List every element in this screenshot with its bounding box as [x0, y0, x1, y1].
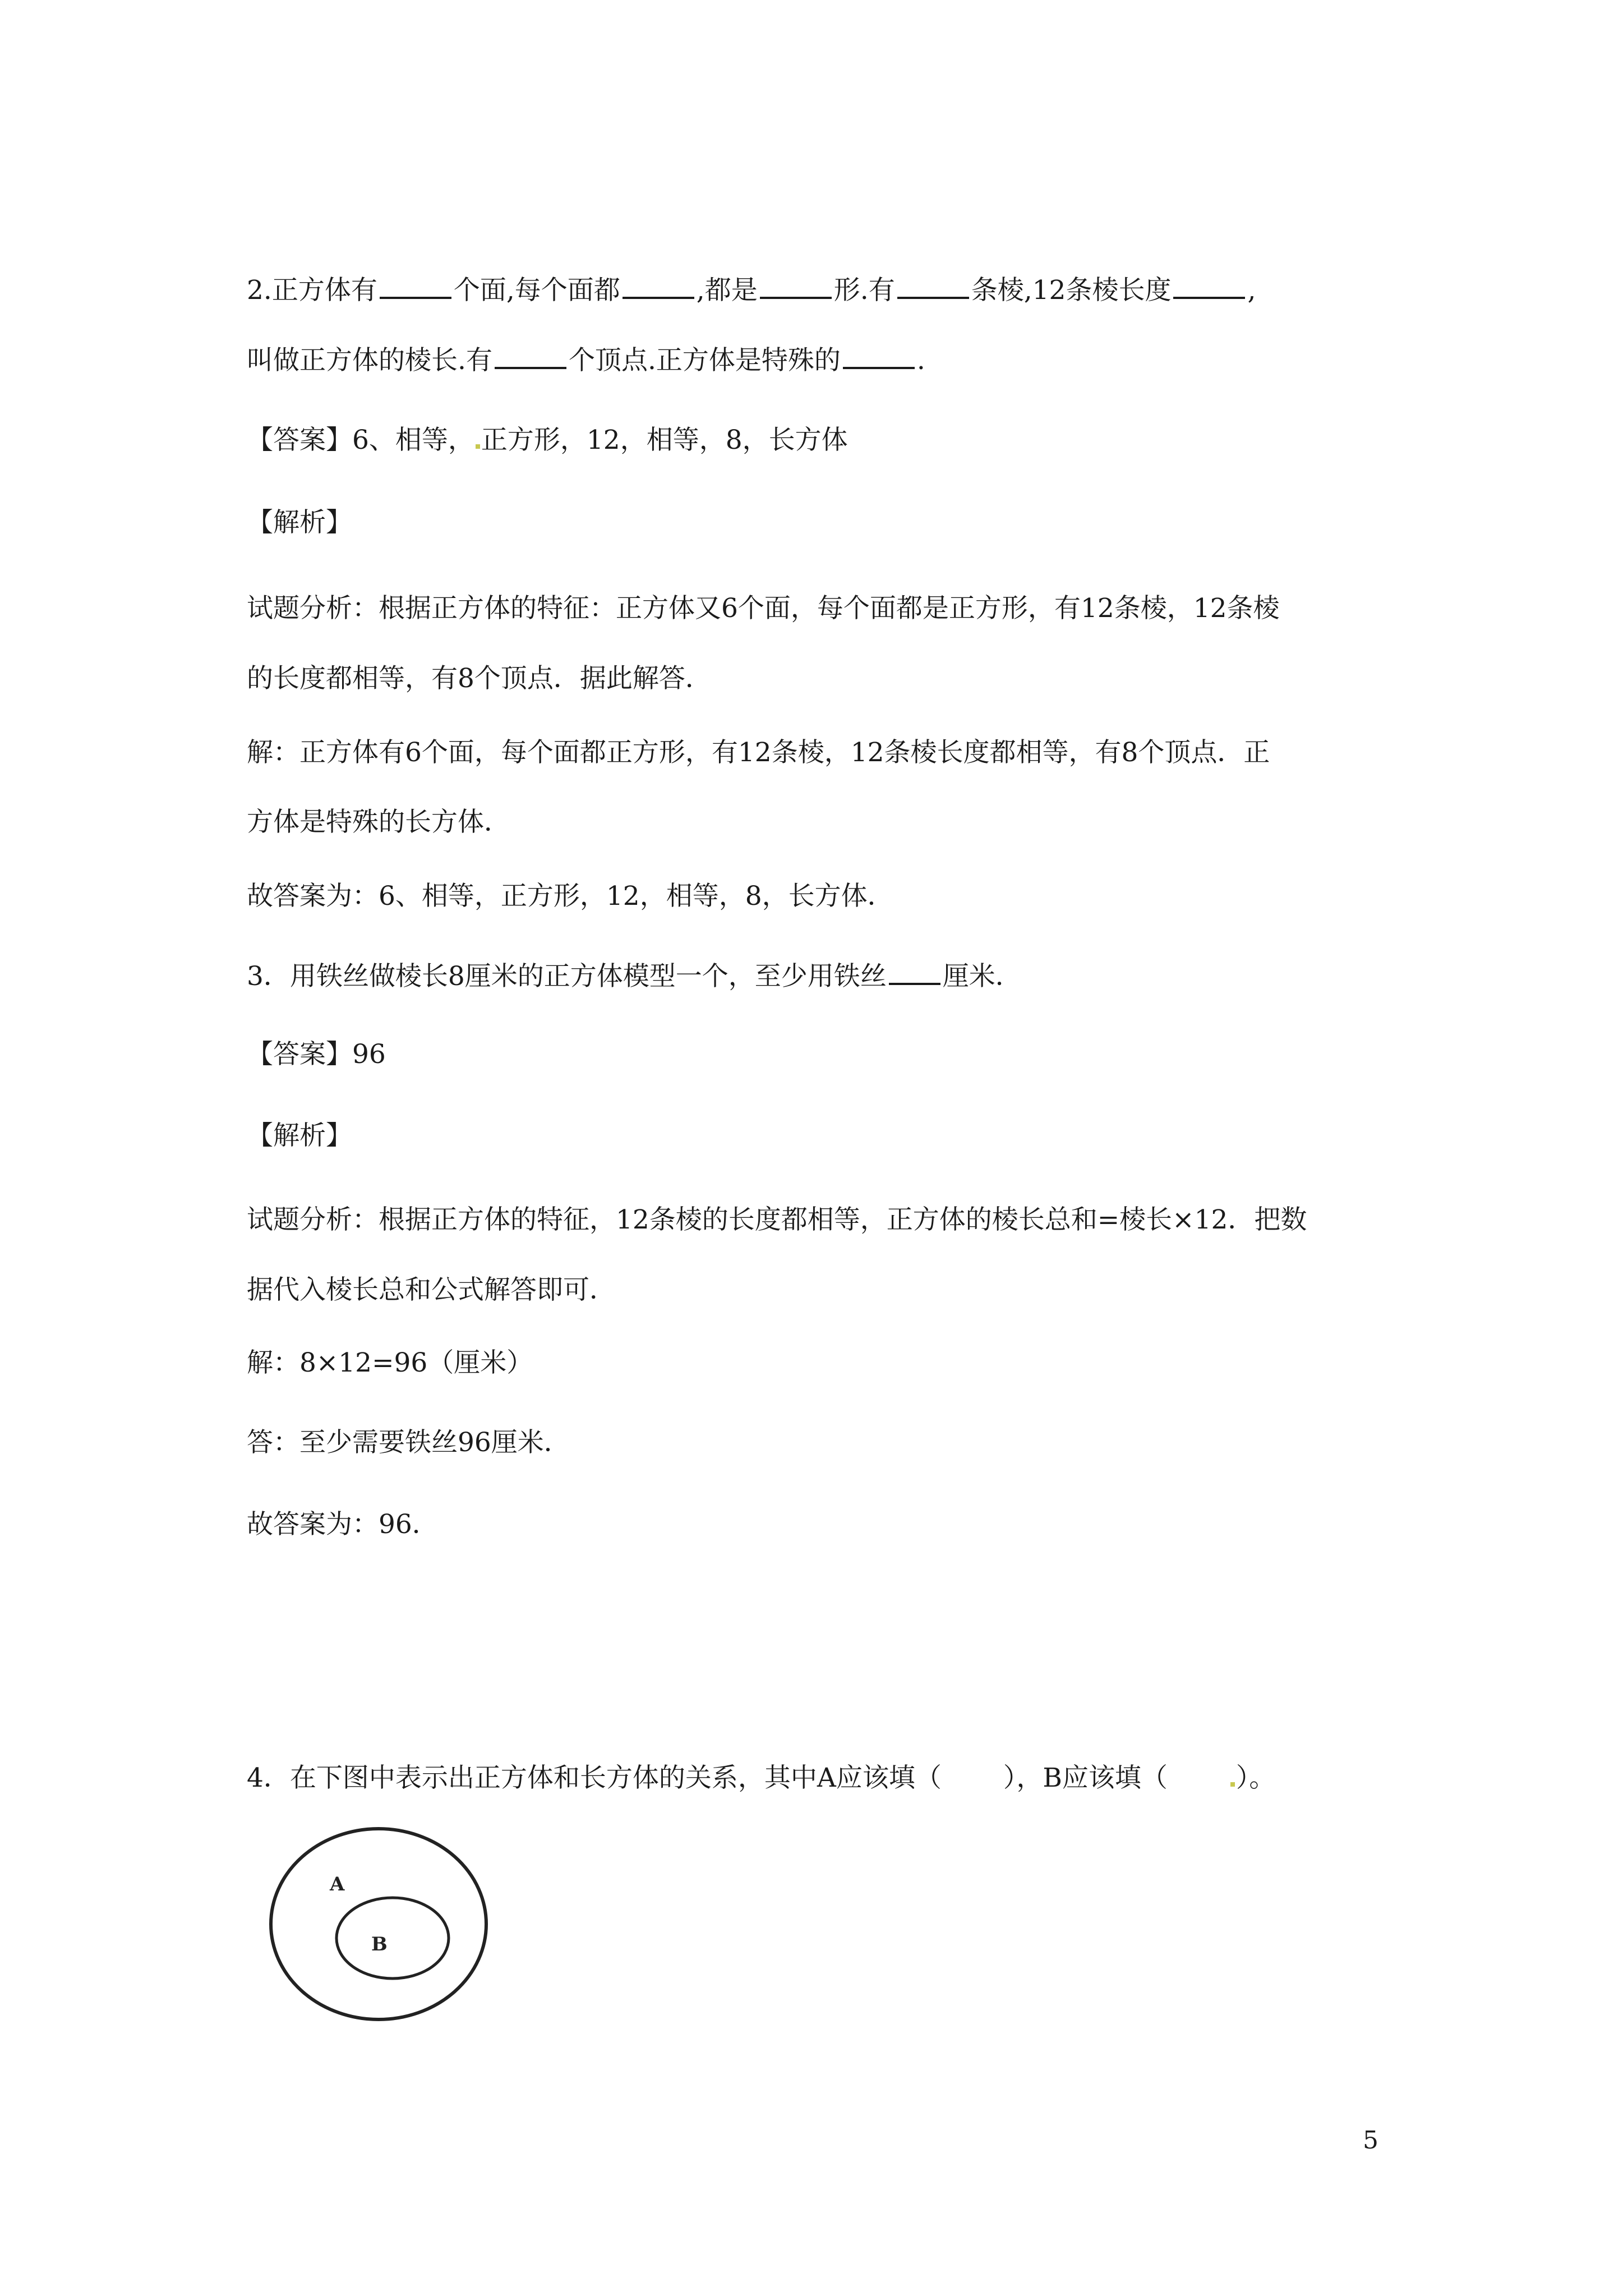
- q2-analysis-2: 的长度都相等，有8个顶点．据此解答．: [247, 663, 712, 694]
- venn-diagram: [264, 1803, 499, 2039]
- blank: [495, 342, 566, 369]
- q2-line-2: 叫做正方体的棱长.有 个顶点.正方体是特殊的 .: [247, 342, 925, 378]
- q2-line-1: 2.正方体有 个面,每个面都 ,都是 形.有 条棱,12条棱长度 ,: [247, 272, 1256, 307]
- q2-solution-1: 解：正方体有6个面，每个面都正方形，有12条棱，12条棱长度都相等，有8个顶点．正: [247, 737, 1270, 768]
- q4-question: 4．在下图中表示出正方体和长方体的关系，其中A应该填（ ），B应该填（ ）。: [247, 1763, 1276, 1793]
- blank: [623, 272, 694, 299]
- q2-answer: 【答案】6、相等， 正方形，12，相等，8，长方体: [247, 425, 848, 455]
- q3-question: 3．用铁丝做棱长8厘米的正方体模型一个，至少用铁丝 厘米．: [247, 958, 1022, 993]
- q2-solution-2: 方体是特殊的长方体．: [247, 807, 510, 838]
- blank: [889, 958, 940, 985]
- q3-solution: 解：8×12=96（厘米）: [247, 1347, 533, 1378]
- blank: [760, 272, 832, 299]
- q3-analysis-label: 【解析】: [247, 1120, 352, 1151]
- q3-final: 故答案为：96．: [247, 1509, 439, 1540]
- label-a: A: [330, 1873, 345, 1895]
- blank: [843, 342, 915, 369]
- blank: [897, 272, 969, 299]
- q2-analysis-label: 【解析】: [247, 507, 352, 538]
- page-number: 5: [1363, 2126, 1378, 2155]
- blank: [380, 272, 451, 299]
- label-b: B: [371, 1933, 388, 1955]
- q3-reply: 答：至少需要铁丝96厘米．: [247, 1427, 570, 1458]
- q2-final: 故答案为：6、相等，正方形，12，相等，8，长方体．: [247, 881, 894, 912]
- inner-ellipse: [336, 1898, 449, 1978]
- q3-analysis-2: 据代入棱长总和公式解答即可．: [247, 1274, 616, 1305]
- highlight-mark: [1230, 1782, 1235, 1787]
- outer-ellipse: [271, 1829, 486, 2019]
- q3-answer: 【答案】96: [247, 1039, 386, 1070]
- q2-analysis-1: 试题分析：根据正方体的特征：正方体又6个面，每个面都是正方形，有12条棱，12条棱: [247, 593, 1280, 624]
- blank: [1173, 272, 1245, 299]
- q3-analysis-1: 试题分析：根据正方体的特征，12条棱的长度都相等，正方体的棱长总和=棱长×12．把数: [247, 1204, 1307, 1235]
- highlight-mark: [476, 444, 480, 449]
